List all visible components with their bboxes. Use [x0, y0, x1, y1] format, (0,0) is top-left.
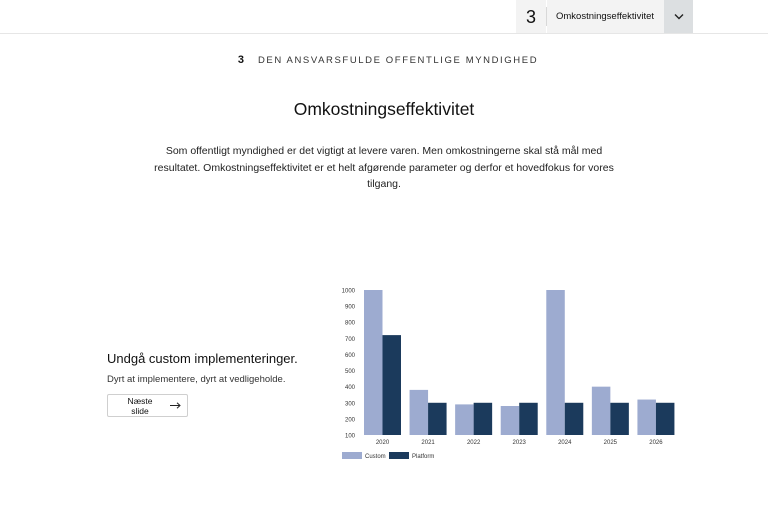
bar-platform-2021 — [428, 403, 447, 435]
arrow-right-icon — [170, 402, 181, 409]
x-tick-label: 2024 — [558, 440, 572, 446]
x-tick-label: 2021 — [421, 440, 435, 446]
side-subheading: Dyrt at implementere, dyrt at vedligeholde. — [107, 374, 286, 385]
legend-label-custom: Custom — [365, 454, 386, 460]
bar-custom-2020 — [364, 290, 383, 435]
bar-platform-2024 — [565, 403, 584, 435]
y-tick-label: 800 — [344, 320, 355, 327]
x-tick-label: 2020 — [375, 440, 390, 446]
y-tick-label: 100 — [344, 433, 355, 440]
bar-custom-2026 — [637, 400, 656, 435]
cost-comparison-bar-chart — [330, 280, 700, 470]
bar-platform-2020 — [383, 335, 402, 435]
side-heading: Undgå custom implementeringer. — [107, 351, 298, 366]
page-title: Omkostningseffektivitet — [293, 99, 475, 119]
y-tick-label: 700 — [344, 336, 355, 343]
bar-platform-2026 — [656, 403, 675, 435]
bar-custom-2023 — [501, 406, 520, 435]
bar-platform-2025 — [610, 403, 629, 435]
slide-menu-toggle-button[interactable] — [664, 0, 693, 33]
bar-platform-2022 — [474, 403, 493, 435]
bar-custom-2024 — [546, 290, 565, 435]
next-slide-label: Næste slide — [127, 395, 153, 416]
section-label: DEN ANSVARSFULDE OFFENTLIGE MYNDIGHED — [257, 55, 539, 66]
y-tick-label: 900 — [344, 304, 355, 311]
section-number: 3 — [237, 54, 244, 66]
bar-platform-2023 — [519, 403, 538, 435]
x-tick-label: 2022 — [466, 440, 481, 446]
x-tick-label: 2025 — [603, 440, 618, 446]
y-tick-label: 600 — [344, 352, 355, 359]
slide-title-selector[interactable]: Omkostningseffektivitet — [547, 0, 664, 33]
x-tick-label: 2026 — [649, 440, 663, 446]
y-tick-label: 200 — [344, 417, 355, 424]
y-tick-label: 300 — [344, 401, 355, 408]
legend-swatch-custom — [342, 452, 362, 459]
top-navigation-bar — [0, 0, 768, 34]
legend-label-platform: Platform — [412, 454, 435, 460]
slide-number: 3 — [516, 0, 546, 33]
section-eyebrow — [0, 54, 768, 66]
next-slide-button[interactable] — [107, 394, 188, 417]
bar-custom-2021 — [410, 390, 429, 435]
chevron-down-icon — [674, 13, 684, 20]
x-tick-label: 2023 — [512, 440, 526, 446]
y-tick-label: 400 — [344, 385, 355, 392]
intro-paragraph: Som offentligt myndighed er det vigtigt at levere varen. Men omkostningerne skal stå mål med resultatet. Omkostningseffektivitet er et helt afgørende parameter og derfor et hovedfokus for vores tilgang. — [154, 145, 614, 190]
y-tick-label: 500 — [344, 369, 355, 376]
legend-swatch-platform — [389, 452, 409, 459]
bar-custom-2022 — [455, 404, 474, 435]
bar-custom-2025 — [592, 387, 611, 435]
y-tick-label: 1000 — [341, 288, 355, 295]
